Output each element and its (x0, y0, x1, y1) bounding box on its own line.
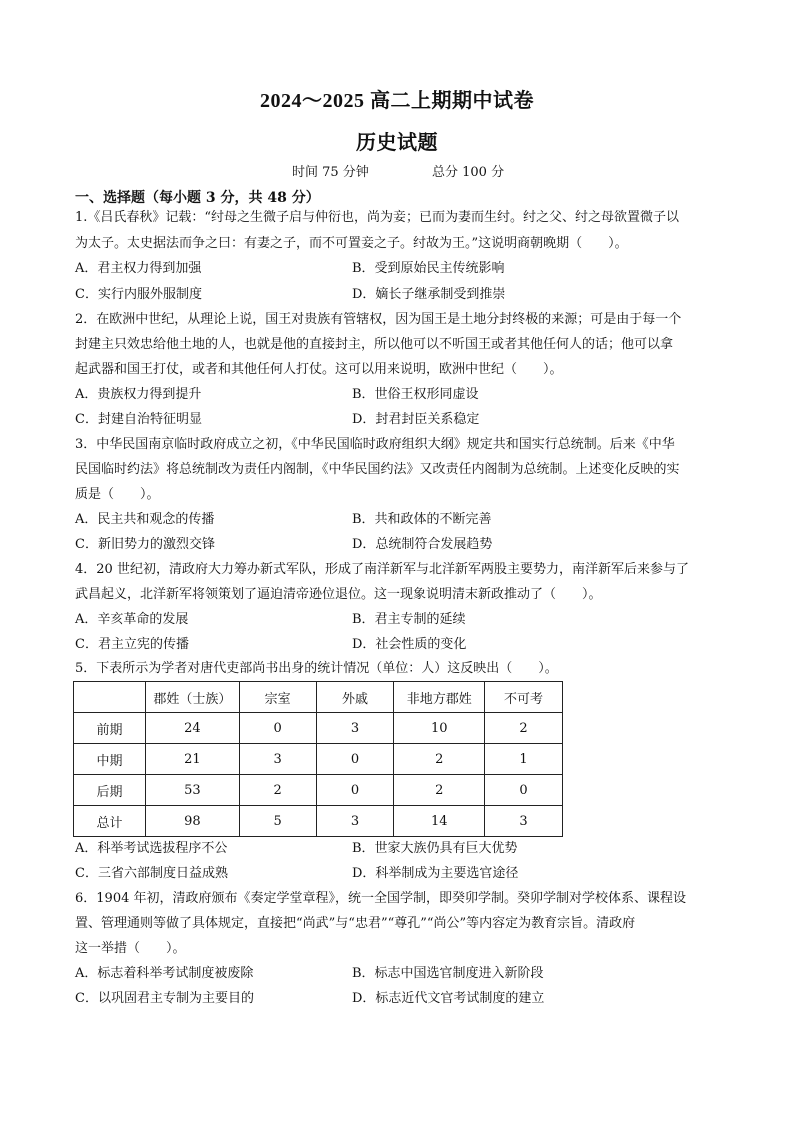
table-cell: 14 (394, 806, 485, 837)
table-cell: 3 (239, 744, 316, 775)
table-cell: 24 (145, 713, 239, 744)
q4-option-d: D．社会性质的变化 (352, 637, 467, 652)
table-cell: 总计 (74, 806, 146, 837)
q3-option-a: A．民主共和观念的传播 (75, 512, 215, 527)
q4-option-c: C．君主立宪的传播 (75, 637, 189, 652)
q2-option-b: B．世俗王权形同虚设 (352, 387, 479, 402)
table-cell: 2 (239, 775, 316, 806)
q6-line-2: 置、管理通则等做了具体规定，直接把“尚武”与“忠君”“尊孔”“尚公”等内容定为教育宗旨。清政府 (75, 916, 636, 931)
q3-option-c: C．新旧势力的激烈交锋 (75, 537, 215, 552)
total-score: 总分 100 分 (432, 165, 505, 180)
q1-option-b: B．受到原始民主传统影响 (352, 261, 505, 276)
q2-option-d: D．封君封臣关系稳定 (352, 412, 480, 427)
table-header-row (74, 682, 563, 713)
table-cell: 3 (316, 713, 394, 744)
table-header-cell: 不可考 (485, 682, 563, 713)
section-heading: 一、选择题（每小题 3 分，共 48 分） (75, 190, 320, 206)
q5-line-1: 5．下表所示为学者对唐代吏部尚书出身的统计情况（单位：人）这反映出（ ）。 (75, 661, 558, 676)
q1-line-1: 1.《吕氏春秋》记载：“纣母之生微子启与仲衍也，尚为妾；已而为妻而生纣。纣之父、纣之母欲置微子以 (75, 210, 680, 225)
q5-option-a: A．科举考试选拔程序不公 (75, 841, 228, 856)
table-cell: 1 (485, 744, 563, 775)
q3-line-1: 3．中华民国南京临时政府成立之初，《中华民国临时政府组织大纲》规定共和国实行总统制。后来《中华 (75, 437, 675, 452)
table-cell: 0 (316, 744, 394, 775)
table-header-cell (74, 682, 146, 713)
q5-option-c: C．三省六部制度日益成熟 (75, 866, 228, 881)
table-cell: 5 (239, 806, 316, 837)
table-header-cell: 宗室 (239, 682, 316, 713)
q2-line-2: 封建主只效忠给他土地的人，也就是他的直接封主，所以他可以不听国王或者其他任何人的话；他可以拿 (75, 337, 674, 352)
time-limit: 时间 75 分钟 (292, 165, 369, 180)
table-cell: 前期 (74, 713, 146, 744)
table-cell: 2 (394, 775, 485, 806)
q4-line-2: 武昌起义，北洋新军将领策划了逼迫清帝逊位退位。这一现象说明清末新政推动了（ ）。 (75, 587, 602, 602)
table-cell: 98 (145, 806, 239, 837)
q6-line-1: 6．1904 年初，清政府颁布《奏定学堂章程》，统一全国学制，即癸卯学制。癸卯学制对学校体系、课程设 (75, 891, 686, 906)
q1-line-2: 为太子。太史据法而争之曰：有妻之子，而不可置妾之子。纣故为王。”这说明商朝晚期（ ）。 (75, 236, 628, 251)
q2-option-a: A．贵族权力得到提升 (75, 387, 202, 402)
table-cell: 10 (394, 713, 485, 744)
table-header-cell: 郡姓（士族） (145, 682, 239, 713)
q4-line-1: 4．20 世纪初，清政府大力筹办新式军队，形成了南洋新军与北洋新军两股主要势力，南洋新军后来参与了 (75, 562, 689, 577)
q1-option-d: D．嫡长子继承制受到推崇 (352, 287, 506, 302)
table-cell: 3 (485, 806, 563, 837)
q4-option-b: B．君主专制的延续 (352, 612, 466, 627)
q1-option-c: C．实行内服外服制度 (75, 287, 202, 302)
table-cell: 53 (145, 775, 239, 806)
q3-line-3: 质是（ ）。 (75, 487, 160, 502)
table-cell: 2 (485, 713, 563, 744)
q1-option-a: A．君主权力得到加强 (75, 261, 202, 276)
q5-option-b: B．世家大族仍具有巨大优势 (352, 841, 518, 856)
q3-option-b: B．共和政体的不断完善 (352, 512, 492, 527)
q5-option-d: D．科举制成为主要选官途径 (352, 866, 519, 881)
table-row (74, 713, 563, 744)
table-cell: 后期 (74, 775, 146, 806)
q6-option-c: C．以巩固君主专制为主要目的 (75, 991, 254, 1006)
table-row (74, 775, 563, 806)
q2-line-3: 起武器和国王打仗，或者和其他任何人打仗。这可以用来说明，欧洲中世纪（ ）。 (75, 362, 563, 377)
exam-title: 2024～2025 高二上期期中试卷 (260, 90, 534, 112)
table-cell: 21 (145, 744, 239, 775)
table-cell: 2 (394, 744, 485, 775)
table-header-cell: 外戚 (316, 682, 394, 713)
q2-line-1: 2．在欧洲中世纪，从理论上说，国王对贵族有管辖权，因为国王是土地分封终极的来源；可是由于每一个 (75, 312, 682, 327)
q3-option-d: D．总统制符合发展趋势 (352, 537, 493, 552)
table-cell: 0 (316, 775, 394, 806)
table-cell: 3 (316, 806, 394, 837)
officials-origin-table (73, 681, 563, 837)
q6-option-b: B．标志中国选官制度进入新阶段 (352, 966, 544, 981)
table-cell: 0 (239, 713, 316, 744)
q6-line-3: 这一举措（ ）。 (75, 941, 186, 956)
q4-option-a: A．辛亥革命的发展 (75, 612, 189, 627)
q2-option-c: C．封建自治特征明显 (75, 412, 202, 427)
table-row (74, 744, 563, 775)
table-cell: 中期 (74, 744, 146, 775)
q6-option-a: A．标志着科举考试制度被废除 (75, 966, 254, 981)
subject-title: 历史试题 (356, 132, 438, 154)
table-row (74, 806, 563, 837)
table-header-cell: 非地方郡姓 (394, 682, 485, 713)
q6-option-d: D．标志近代文官考试制度的建立 (352, 991, 545, 1006)
q3-line-2: 民国临时约法》将总统制改为责任内阁制，《中华民国约法》又改责任内阁制为总统制。上述变化反映的实 (75, 462, 680, 477)
table-cell: 0 (485, 775, 563, 806)
